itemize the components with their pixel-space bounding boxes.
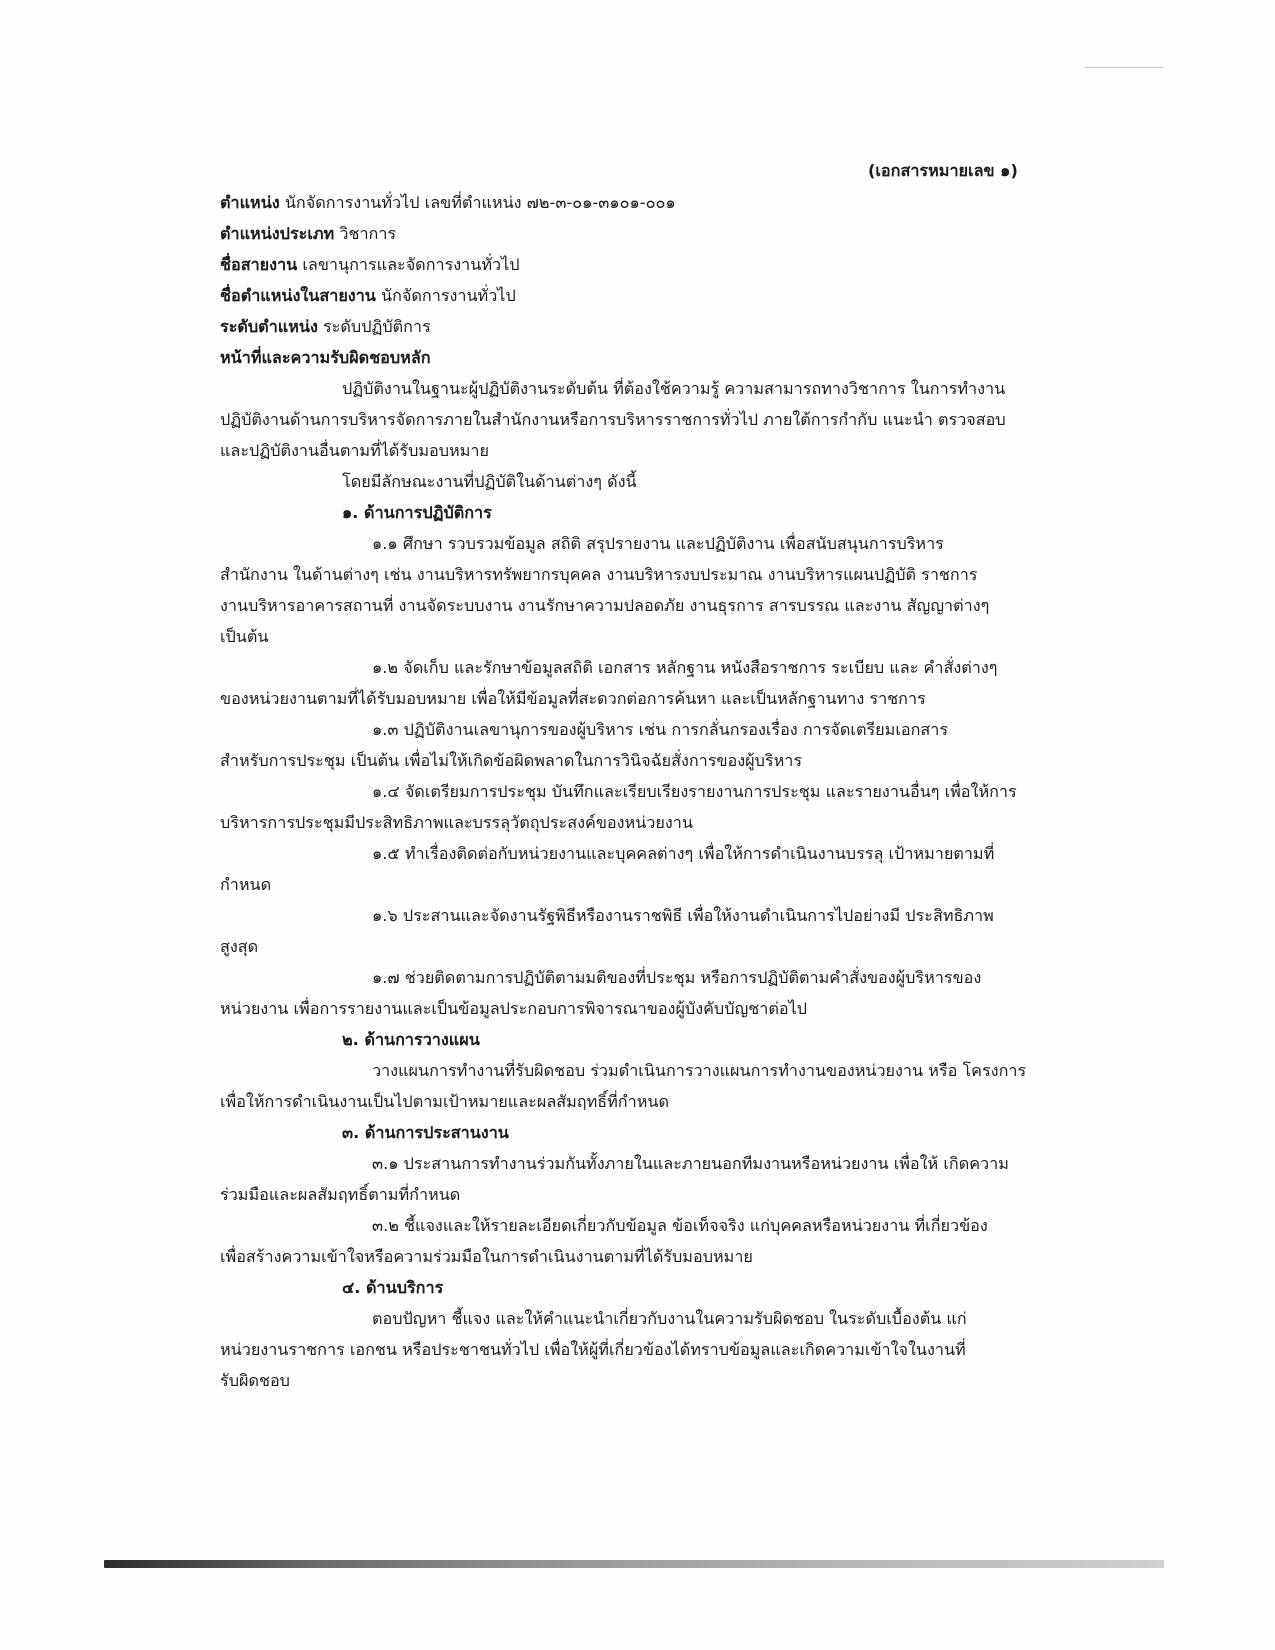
- intro-line: โดยมีลักษณะงานที่ปฏิบัติในด้านต่างๆ ดังนี้: [342, 472, 637, 491]
- section1-line: สำนักงาน ในด้านต่างๆ เช่น งานบริหารทรัพยากรบุคคล งานบริหารงบประมาณ งานบริหารแผนปฏิบัติ ราชการ: [220, 565, 978, 584]
- line-position-label: ชื่อตำแหน่งในสายงาน: [220, 286, 376, 305]
- type-label: ตำแหน่งประเภท: [220, 224, 335, 243]
- section1-line: ๑.๖ ประสานและจัดงานรัฐพิธีหรืองานราชพิธี เพื่อให้งานดำเนินการไปอย่างมี ประสิทธิภาพ: [372, 906, 994, 925]
- level-label: ระดับตำแหน่ง: [220, 317, 318, 336]
- type-value: วิชาการ: [339, 224, 397, 243]
- section4-line: ตอบปัญหา ชี้แจง และให้คำแนะนำเกี่ยวกับงานในความรับผิดชอบ ในระดับเบื้องต้น แก่: [372, 1309, 967, 1328]
- section2-line: เพื่อให้การดำเนินงานเป็นไปตามเป้าหมายและผลสัมฤทธิ์ที่กำหนด: [220, 1092, 669, 1111]
- section1-line: ๑.๕ ทำเรื่องติดต่อกับหน่วยงานและบุคคลต่างๆ เพื่อให้การดำเนินงานบรรลุ เป้าหมายตามที่: [372, 844, 995, 863]
- line-value: เลขานุการและจัดการงานทั่วไป: [302, 255, 520, 274]
- position-line: [220, 192, 676, 214]
- duties-heading: หน้าที่และความรับผิดชอบหลัก: [220, 348, 431, 367]
- line-position-line: [220, 285, 516, 307]
- section3-heading: ๓. ด้านการประสานงาน: [342, 1123, 509, 1142]
- section4-line: หน่วยงานราชการ เอกชน หรือประชาชนทั่วไป เพื่อให้ผู้ที่เกี่ยวข้องได้ทราบข้อมูลและเกิดความเข้าใจในงานที่: [220, 1340, 966, 1359]
- section1-line: งานบริหารอาคารสถานที่ งานจัดระบบงาน งานรักษาความปลอดภัย งานธุรการ สารบรรณ และงาน สัญญาต่างๆ: [220, 596, 990, 615]
- section1-line: ๑.๑ ศึกษา รวบรวมข้อมูล สถิติ สรุปรายงาน และปฏิบัติงาน เพื่อสนับสนุนการบริหาร: [372, 534, 944, 553]
- section1-line: ของหน่วยงานตามที่ได้รับมอบหมาย เพื่อให้มีข้อมูลที่สะดวกต่อการค้นหา และเป็นหลักฐานทาง ราชการ: [220, 689, 926, 708]
- section3-line: ร่วมมือและผลสัมฤทธิ์ตามที่กำหนด: [220, 1185, 461, 1204]
- position-value: นักจัดการงานทั่วไป เลขที่ตำแหน่ง ๗๒-๓-๐๑-๓๑๐๑-๐๐๑: [284, 193, 676, 212]
- section1-line: เป็นต้น: [220, 627, 269, 646]
- line-name-line: [220, 254, 520, 276]
- section1-line: สูงสุด: [220, 937, 259, 956]
- section4-heading: ๔. ด้านบริการ: [342, 1278, 444, 1297]
- level-line: [220, 316, 431, 338]
- position-label: ตำแหน่ง: [220, 193, 280, 212]
- section1-line: ๑.๒ จัดเก็บ และรักษาข้อมูลสถิติ เอกสาร หลักฐาน หนังสือราชการ ระเบียบ และ คำสั่งต่างๆ: [372, 658, 998, 677]
- intro-line: และปฏิบัติงานอื่นตามที่ได้รับมอบหมาย: [220, 441, 489, 460]
- section1-line: ๑.๓ ปฏิบัติงานเลขานุการของผู้บริหาร เช่น การกลั่นกรองเรื่อง การจัดเตรียมเอกสาร: [372, 720, 949, 739]
- section3-line: ๓.๑ ประสานการทำงานร่วมกันทั้งภายในและภายนอกทีมงานหรือหน่วยงาน เพื่อให้ เกิดความ: [372, 1154, 1009, 1173]
- section1-heading: ๑. ด้านการปฏิบัติการ: [342, 503, 492, 522]
- section3-line: ๓.๒ ชี้แจงและให้รายละเอียดเกี่ยวกับข้อมูล ข้อเท็จจริง แก่บุคคลหรือหน่วยงาน ที่เกี่ยวข้อง: [372, 1216, 988, 1235]
- section3-line: เพื่อสร้างความเข้าใจหรือความร่วมมือในการดำเนินงานตามที่ได้รับมอบหมาย: [220, 1247, 753, 1266]
- type-line: [220, 223, 396, 245]
- intro-line: ปฏิบัติงานในฐานะผู้ปฏิบัติงานระดับต้น ที่ต้องใช้ความรู้ ความสามารถทางวิชาการ ในการทำงาน: [342, 379, 1006, 398]
- scan-edge-line: [1085, 67, 1163, 68]
- section1-line: ๑.๔ จัดเตรียมการประชุม บันทึกและเรียบเรียงรายงานการประชุม และรายงานอื่นๆ เพื่อให้การ: [372, 782, 1017, 801]
- scan-bottom-edge: [104, 1560, 1164, 1568]
- section2-heading: ๒. ด้านการวางแผน: [342, 1030, 480, 1049]
- level-value: ระดับปฏิบัติการ: [323, 317, 431, 336]
- section1-line: หน่วยงาน เพื่อการรายงานและเป็นข้อมูลประกอบการพิจารณาของผู้บังคับบัญชาต่อไป: [220, 999, 808, 1018]
- section1-line: บริหารการประชุมมีประสิทธิภาพและบรรลุวัตถุประสงค์ของหน่วยงาน: [220, 813, 693, 832]
- section4-line: รับผิดชอบ: [220, 1371, 290, 1390]
- section2-line: วางแผนการทำงานที่รับผิดชอบ ร่วมดำเนินการวางแผนการทำงานของหน่วยงาน หรือ โครงการ: [372, 1061, 1027, 1080]
- intro-line: ปฏิบัติงานด้านการบริหารจัดการภายในสำนักงานหรือการบริหารราชการทั่วไป ภายใต้การกำกับ แนะนำ ตรวจสอบ: [220, 410, 1006, 429]
- section1-line: สำหรับการประชุม เป็นต้น เพื่อไม่ให้เกิดข้อผิดพลาดในการวินิจฉัยสั่งการของผู้บริหาร: [220, 751, 803, 770]
- line-label: ชื่อสายงาน: [220, 255, 298, 274]
- line-position-value: นักจัดการงานทั่วไป: [381, 286, 516, 305]
- section1-line: ๑.๗ ช่วยติดตามการปฏิบัติตามมติของที่ประชุม หรือการปฏิบัติตามคำสั่งของผู้บริหารของ: [372, 968, 982, 987]
- section1-line: กำหนด: [220, 875, 272, 894]
- document-number: (เอกสารหมายเลข ๑): [868, 161, 1018, 180]
